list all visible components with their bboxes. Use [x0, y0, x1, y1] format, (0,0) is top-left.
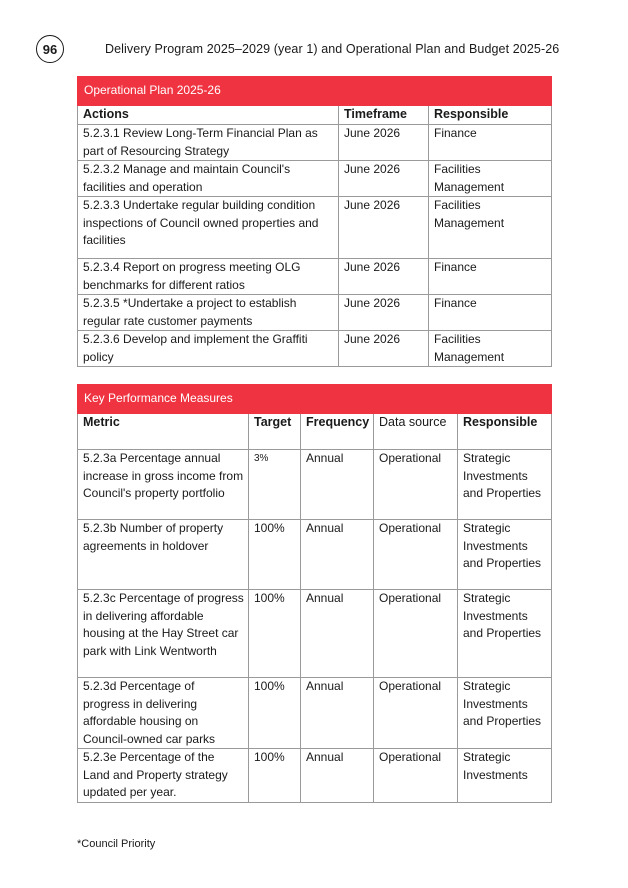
column-header-timeframe: Timeframe — [339, 106, 429, 125]
action-cell: 5.2.3.6 Develop and implement the Graffiti policy — [78, 331, 339, 367]
frequency-cell: Annual — [301, 520, 374, 590]
responsible-cell: Finance — [429, 295, 552, 331]
metric-cell: 5.2.3e Percentage of the Land and Property strategy updated per year. — [78, 749, 249, 803]
column-header-target: Target — [249, 414, 301, 450]
data-source-cell: Operational — [374, 678, 458, 749]
footnote: *Council Priority — [77, 838, 156, 850]
target-cell: 100% — [249, 749, 301, 803]
responsible-cell: Finance — [429, 125, 552, 161]
frequency-cell: Annual — [301, 450, 374, 520]
responsible-cell: Facilities Management — [429, 331, 552, 367]
metric-cell: 5.2.3b Number of property agreements in holdover — [78, 520, 249, 590]
action-cell: 5.2.3.1 Review Long-Term Financial Plan as part of Resourcing Strategy — [78, 125, 339, 161]
frequency-cell: Annual — [301, 749, 374, 803]
responsible-cell: Strategic Investments and Properties — [458, 678, 552, 749]
column-header-data-source: Data source — [374, 414, 458, 450]
action-cell: 5.2.3.4 Report on progress meeting OLG benchmarks for different ratios — [78, 259, 339, 295]
timeframe-cell: June 2026 — [339, 125, 429, 161]
responsible-cell: Finance — [429, 259, 552, 295]
target-cell: 100% — [249, 520, 301, 590]
metric-cell: 5.2.3c Percentage of progress in delivering affordable housing at the Hay Street car park with Link Wentworth — [78, 590, 249, 678]
table-row — [78, 450, 552, 520]
data-source-cell: Operational — [374, 749, 458, 803]
table-row — [78, 259, 552, 295]
data-source-cell: Operational — [374, 590, 458, 678]
responsible-cell: Strategic Investments and Properties — [458, 590, 552, 678]
responsible-cell: Strategic Investments — [458, 749, 552, 803]
page-header-title: Delivery Program 2025–2029 (year 1) and Operational Plan and Budget 2025-26 — [105, 42, 560, 56]
column-header-responsible: Responsible — [458, 414, 552, 450]
table-row — [78, 590, 552, 678]
action-cell: 5.2.3.5 *Undertake a project to establish regular rate customer payments — [78, 295, 339, 331]
timeframe-cell: June 2026 — [339, 259, 429, 295]
column-header-responsible: Responsible — [429, 106, 552, 125]
frequency-cell: Annual — [301, 678, 374, 749]
frequency-cell: Annual — [301, 590, 374, 678]
table-row — [78, 125, 552, 161]
metric-cell: 5.2.3a Percentage annual increase in gross income from Council's property portfolio — [78, 450, 249, 520]
metric-cell: 5.2.3d Percentage of progress in delivering affordable housing on Council-owned car parks — [78, 678, 249, 749]
timeframe-cell: June 2026 — [339, 331, 429, 367]
responsible-cell: Facilities Management — [429, 161, 552, 197]
timeframe-cell: June 2026 — [339, 161, 429, 197]
page-number: 96 — [36, 35, 64, 63]
column-header-actions: Actions — [78, 106, 339, 125]
table-row — [78, 295, 552, 331]
table-row — [78, 749, 552, 803]
timeframe-cell: June 2026 — [339, 197, 429, 259]
responsible-cell: Strategic Investments and Properties — [458, 520, 552, 590]
operational-plan-table — [77, 76, 552, 367]
table-row — [78, 520, 552, 590]
data-source-cell: Operational — [374, 520, 458, 590]
target-cell: 100% — [249, 678, 301, 749]
column-header-frequency: Frequency — [301, 414, 374, 450]
target-cell: 3% — [249, 450, 301, 520]
target-cell: 100% — [249, 590, 301, 678]
timeframe-cell: June 2026 — [339, 295, 429, 331]
responsible-cell: Facilities Management — [429, 197, 552, 259]
responsible-cell: Strategic Investments and Properties — [458, 450, 552, 520]
table-row — [78, 331, 552, 367]
table-row — [78, 161, 552, 197]
action-cell: 5.2.3.2 Manage and maintain Council's facilities and operation — [78, 161, 339, 197]
action-cell: 5.2.3.3 Undertake regular building condition inspections of Council owned properties and facilities — [78, 197, 339, 259]
table-row — [78, 678, 552, 749]
operational-plan-title: Operational Plan 2025-26 — [78, 77, 552, 106]
data-source-cell: Operational — [374, 450, 458, 520]
column-header-metric: Metric — [78, 414, 249, 450]
table-row — [78, 197, 552, 259]
kpm-title: Key Performance Measures — [78, 385, 552, 414]
key-performance-measures-table — [77, 384, 552, 803]
